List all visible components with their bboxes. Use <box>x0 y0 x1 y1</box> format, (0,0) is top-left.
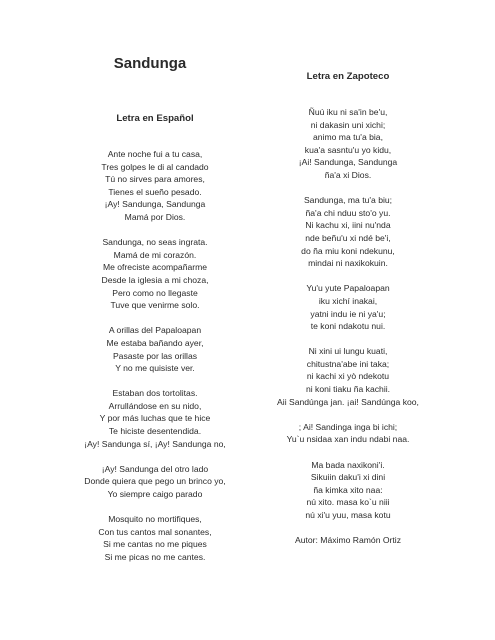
lyric-line: Si me cantas no me piques <box>103 539 207 550</box>
lyric-line: animo ma tu'a bia, <box>313 132 383 143</box>
lyric-line: Tú no sirves para amores, <box>105 174 205 185</box>
lyric-line: Tuve que venirme solo. <box>110 300 200 311</box>
page-title: Sandunga <box>113 55 187 72</box>
lyric-line: ña kimka xito naa: <box>313 484 383 495</box>
spanish-heading: Letra en Español <box>116 113 194 124</box>
lyric-line: Yu`u nsidaa xan indu ndabi naa. <box>286 434 410 445</box>
spanish-stanzas <box>55 148 255 564</box>
lyric-line: Donde quiera que pego un brinco yo, <box>84 476 226 487</box>
lyric-line: Si me picas no me cantes. <box>104 552 206 562</box>
lyric-line: Tienes el sueño pesado. <box>108 186 202 197</box>
lyric-line: Tres golpes le di al candado <box>101 161 209 172</box>
lyric-line: Sandunga, no seas ingrata. <box>102 237 208 248</box>
lyric-line: A orillas del Papaloapan <box>108 325 202 336</box>
zapoteco-stanzas <box>258 106 438 522</box>
lyric-line: ¡Ay! Sandunga sí, ¡Ay! Sandunga no, <box>84 438 226 449</box>
lyric-line: kua'a sasntu'u yo kidu, <box>304 144 392 155</box>
lyric-line: nú xito. masa ko`u niii <box>306 497 390 508</box>
lyric-line: Sikuiin daku'i xi dini <box>310 472 386 483</box>
lyric-line: Desde la iglesia a mi choza, <box>101 274 209 285</box>
lyric-line: Mosquito no mortifiques, <box>108 514 202 525</box>
lyric-line: ; Ai! Sandinga inga bi ichi; <box>298 421 398 432</box>
lyric-line: ¡Ai! Sandunga, Sandunga <box>298 157 398 168</box>
stanza <box>258 282 438 332</box>
lyric-line: nde beñu'u xi ndé be'i, <box>305 232 391 243</box>
lyric-line: Pasaste por las orillas <box>112 350 198 361</box>
lyric-line: mindai ni naxikokuin. <box>308 258 388 269</box>
lyric-line: Me ofreciste acompañarme <box>102 262 208 273</box>
stanza <box>258 194 438 270</box>
lyric-line: ña'a xi Dios. <box>324 169 372 180</box>
lyric-line: ¡Ay! Sandunga, Sandunga <box>104 199 206 210</box>
stanza <box>258 459 438 522</box>
lyric-line: ni kachi xi yò ndekotu <box>306 371 390 382</box>
stanza <box>55 387 255 450</box>
lyric-line: Ma bada naxikoni'i. <box>311 459 385 470</box>
stanza <box>258 345 438 408</box>
lyric-line: Me estaba bañando ayer, <box>106 337 204 348</box>
lyric-line: chitustna'abe ini taka; <box>306 358 390 369</box>
lyric-line: Estaban dos tortolitas. <box>112 388 198 399</box>
zapoteco-heading: Letra en Zapoteco <box>306 71 390 82</box>
lyric-line: te koni ndakotu nui. <box>310 321 386 332</box>
lyric-line: ni dakasin uni xichi; <box>310 119 386 130</box>
lyric-line: yatni indu ie ni ya'u; <box>310 308 386 319</box>
lyric-line: ña'a chi nduu sto'o yu. <box>305 207 391 218</box>
lyric-line: Ni kachu xi, iini nu'nda <box>305 220 391 231</box>
lyric-line: do ña miu koni ndekunu, <box>301 245 395 256</box>
lyric-line: Ñuú iku ni sa'in be'u, <box>308 107 388 117</box>
lyric-line: Yo siempre caigo parado <box>107 489 203 500</box>
stanza <box>258 106 438 182</box>
lyric-line: Yu'u yute Papaloapan <box>306 283 390 294</box>
lyric-line: ni koni tiaku ña kachii. <box>305 384 391 395</box>
lyric-line: Ni xini ui lungu kuati, <box>308 346 388 357</box>
lyric-line: Te hiciste desentendida. <box>108 426 202 437</box>
lyric-line: Mamá por Dios. <box>124 211 186 222</box>
lyric-line: Pero como no llegaste <box>112 287 198 298</box>
lyric-line: Y por más luchas que te hice <box>99 413 211 424</box>
lyric-line: Ante noche fui a tu casa, <box>107 149 203 159</box>
spanish-lyrics-column <box>55 112 255 576</box>
lyric-line: Aii Sandúnga jan. ¡ai! Sandúnga koo, <box>277 396 419 407</box>
lyric-line: Y no me quisiste ver. <box>115 363 195 374</box>
stanza <box>55 236 255 312</box>
lyric-line: Arrullándose en su nido, <box>108 400 202 411</box>
lyric-line: Mamá de mi corazón. <box>113 249 197 260</box>
zapoteco-lyrics-column <box>258 70 438 547</box>
lyric-line: nú xi'u yuu, masa kotu <box>305 510 391 520</box>
author-credit: Autor: Máximo Ramón Ortiz <box>294 535 402 546</box>
lyric-line: ¡Ay! Sandunga del otro lado <box>101 463 209 474</box>
stanza <box>55 324 255 374</box>
stanza <box>55 463 255 501</box>
lyric-line: iku xichí inakai, <box>318 295 378 306</box>
stanza <box>55 513 255 563</box>
lyric-line: Con tus cantos mal sonantes, <box>98 526 212 537</box>
stanza <box>258 421 438 446</box>
lyric-line: Sandunga, ma tu'a biu; <box>303 195 393 206</box>
stanza <box>55 148 255 224</box>
